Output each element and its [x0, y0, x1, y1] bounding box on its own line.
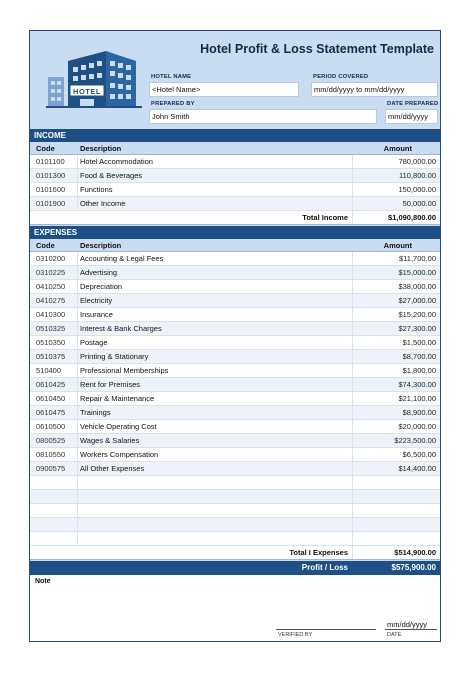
profit-loss-bar [30, 561, 440, 575]
expenses-column-header [30, 239, 440, 252]
row-amount: $14,400.00 [398, 464, 436, 473]
date-prepared-label: DATE PREPARED [387, 101, 439, 107]
row-description: Interest & Bank Charges [80, 324, 162, 333]
income-total-row [30, 211, 440, 225]
expense-row [30, 350, 440, 364]
expense-row [30, 420, 440, 434]
expense-row [30, 252, 440, 266]
row-description: Advertising [80, 268, 118, 277]
expenses-section-title: EXPENSES [30, 226, 440, 239]
expense-row [30, 308, 440, 322]
row-description: Food & Beverages [80, 171, 143, 180]
row-amount: $27,300.00 [398, 324, 436, 333]
hotel-building-icon [46, 47, 146, 113]
date-prepared-field[interactable]: mm/dd/yyyy [385, 109, 438, 124]
row-amount: 780,000.00 [398, 157, 436, 166]
row-amount: $20,000.00 [398, 422, 436, 431]
row-amount: $27,000.00 [398, 296, 436, 305]
row-amount: $15,200.00 [398, 310, 436, 319]
row-code: 0101300 [36, 171, 66, 180]
statement-header [30, 31, 440, 129]
income-total-value: $1,090,800.00 [388, 213, 436, 222]
row-amount: $74,300.00 [398, 380, 436, 389]
row-code: 0510350 [36, 338, 66, 347]
row-code: 0810550 [36, 450, 66, 459]
row-description: Functions [80, 185, 113, 194]
row-code: 0510325 [36, 324, 66, 333]
verified-by-line[interactable] [276, 629, 376, 630]
hotel-name-field[interactable]: <Hotel Name> [149, 82, 299, 97]
expenses-col-amount: Amount [383, 241, 412, 250]
row-code: 0610475 [36, 408, 66, 417]
income-section-title: INCOME [30, 129, 440, 142]
expenses-rows [30, 252, 440, 546]
profit-loss-label: Profit / Loss [301, 563, 348, 572]
expenses-col-code: Code [36, 241, 55, 250]
hotel-name-label: HOTEL NAME [151, 74, 192, 80]
row-description: Postage [80, 338, 108, 347]
row-amount: $6,500.00 [402, 450, 436, 459]
row-code: 0510375 [36, 352, 66, 361]
expense-row [30, 406, 440, 420]
row-code: 0610500 [36, 422, 66, 431]
income-row [30, 155, 440, 169]
row-code: 0101600 [36, 185, 66, 194]
row-amount: 110,800.00 [399, 171, 436, 180]
expenses-total-row [30, 546, 440, 560]
row-code: 0610450 [36, 394, 66, 403]
expense-row [30, 336, 440, 350]
prepared-by-label: PREPARED BY [151, 101, 195, 107]
footer-date-value[interactable]: mm/dd/yyyy [387, 620, 428, 629]
row-description: Wages & Salaries [80, 436, 140, 445]
row-description: Trainings [80, 408, 111, 417]
row-description: Other Income [80, 199, 126, 208]
row-code: 0310200 [36, 254, 66, 263]
logo-text: HOTEL [73, 87, 101, 96]
row-description: Workers Compensation [80, 450, 159, 459]
expenses-total-label: Total I Expenses [289, 548, 348, 557]
period-covered-label: PERIOD COVERED [313, 74, 369, 80]
row-amount: $11,700.00 [399, 254, 436, 263]
verified-by-label: VERIFIED BY [278, 632, 313, 638]
row-amount: $21,100.00 [398, 394, 436, 403]
period-covered-field[interactable]: mm/dd/yyyy to mm/dd/yyyy [311, 82, 438, 97]
expense-row [30, 392, 440, 406]
income-col-description: Description [80, 144, 122, 153]
expense-row [30, 434, 440, 448]
row-description: Accounting & Legal Fees [80, 254, 164, 263]
row-description: Insurance [80, 310, 113, 319]
row-description: Hotel Accommodation [80, 157, 153, 166]
row-code: 510400 [36, 366, 62, 375]
row-amount: $1,800.00 [402, 366, 436, 375]
row-amount: $223,500.00 [394, 436, 436, 445]
income-total-label: Total Income [302, 213, 348, 222]
expense-row [30, 462, 440, 476]
prepared-by-field[interactable]: John Smith [149, 109, 377, 124]
income-col-code: Code [36, 144, 55, 153]
income-row [30, 197, 440, 211]
expense-row [30, 322, 440, 336]
expenses-section [30, 226, 440, 560]
row-code: 0900575 [36, 464, 66, 473]
income-col-amount: Amount [383, 144, 412, 153]
expense-blank-row [30, 504, 440, 518]
income-row [30, 183, 440, 197]
footer-date-label: DATE [387, 632, 402, 638]
row-amount: $8,900.00 [402, 408, 436, 417]
income-row [30, 169, 440, 183]
expense-blank-row [30, 518, 440, 532]
expense-blank-row [30, 532, 440, 546]
row-code: 0800525 [36, 436, 66, 445]
expense-row [30, 280, 440, 294]
row-amount: 50,000.00 [402, 199, 436, 208]
row-description: Electricity [80, 296, 113, 305]
row-code: 0101900 [36, 199, 66, 208]
income-column-header [30, 142, 440, 155]
profit-loss-value: $575,900.00 [391, 563, 436, 572]
expense-row [30, 378, 440, 392]
expense-row [30, 364, 440, 378]
row-description: Depreciation [80, 282, 123, 291]
note-label: Note [35, 578, 51, 585]
row-description: Repair & Maintenance [80, 394, 155, 403]
row-description: Printing & Stationary [80, 352, 149, 361]
row-amount: $15,000.00 [398, 268, 436, 277]
row-code: 0410250 [36, 282, 66, 291]
pl-statement-sheet [29, 30, 441, 642]
row-code: 0410275 [36, 296, 66, 305]
date-line [385, 629, 437, 630]
row-description: Rent for Premises [80, 380, 141, 389]
row-description: All Other Expenses [80, 464, 145, 473]
row-code: 0410300 [36, 310, 66, 319]
expense-blank-row [30, 476, 440, 490]
row-code: 0610425 [36, 380, 66, 389]
expense-row [30, 266, 440, 280]
row-amount: $1,500.00 [402, 338, 436, 347]
row-code: 0101100 [36, 157, 65, 166]
row-code: 0310225 [36, 268, 66, 277]
row-description: Professional Memberships [80, 366, 169, 375]
row-description: Vehicle Operating Cost [80, 422, 157, 431]
note-area[interactable] [30, 575, 440, 641]
page-title: Hotel Profit & Loss Statement Template [200, 42, 434, 56]
expense-row [30, 448, 440, 462]
row-amount: 150,000.00 [398, 185, 436, 194]
expense-blank-row [30, 490, 440, 504]
expense-row [30, 294, 440, 308]
income-section [30, 129, 440, 225]
row-amount: $38,000.00 [398, 282, 436, 291]
row-amount: $8,700.00 [402, 352, 436, 361]
expenses-total-value: $514,900.00 [394, 548, 436, 557]
expenses-col-description: Description [80, 241, 122, 250]
